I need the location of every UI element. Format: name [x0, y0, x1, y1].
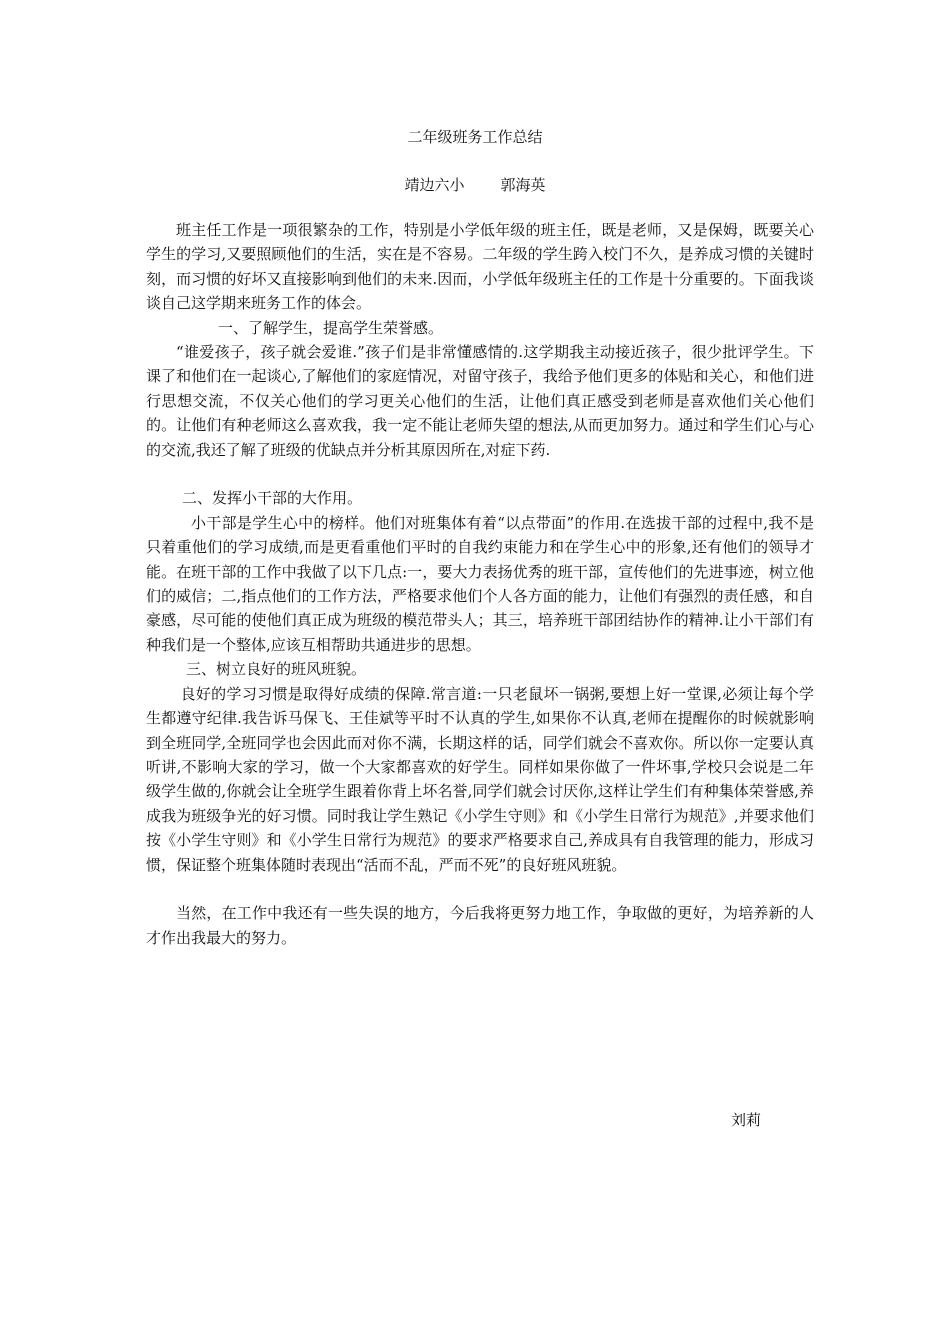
author-name: 郭海英	[500, 176, 546, 194]
section-2-paragraph: 小干部是学生心中的榜样。他们对班集体有着“以点带面”的作用.在选拔干部的过程中,我不是只着重他们的学习成绩,而是更看重他们平时的自我约束能力和在学生心中的形象,还有他们的领导才能。在班干部的工作中我做了以下几点:一，要大力表扬优秀的班干部，宣传他们的先进事迹，树立他们的威信；二,指点他们的工作方法，严格要求他们个人各方面的能力，让他们有强烈的责任感，和自豪感，尽可能的使他们真正成为班级的模范带头人；其三，培养班干部团结协作的精神.让小干部们有种我们是一个整体,应该互相帮助共通进步的思想。	[146, 513, 814, 654]
blank-line	[146, 462, 814, 486]
document-title: 二年级班务工作总结	[407, 128, 543, 146]
section-1-paragraph: “谁爱孩子，孩子就会爱谁.”孩子们是非常懂感情的.这学期我主动接近孩子，很少批评学生。下课了和他们在一起谈心,了解他们的家庭情况，对留守孩子，我给予他们更多的体贴和关心，和他们进行思想交流，不仅关心他们的学习更关心他们的生活，让他们真正感受到老师是喜欢他们关心他们的。让他们有种老师这么喜欢我，我一定不能让老师失望的想法,从而更加努力。通过和学生们心与心的交流,我还了解了班级的优缺点并分析其原因所在,对症下药.	[146, 343, 814, 459]
section-2-heading: 二、发挥小干部的大作用。	[182, 489, 363, 508]
conclusion-paragraph: 当然，在工作中我还有一些失误的地方，今后我将更努力地工作，争取做的更好，为培养新的人才作出我最大的努力。	[146, 904, 814, 947]
section-3-paragraph: 良好的学习习惯是取得好成绩的保障.常言道:一只老鼠坏一锅粥,要想上好一堂课,必须让每个学生都遵守纪律.我告诉马保飞、王佳斌等平时不认真的学生,如果你不认真,老师在提醒你的时候就影响到全班同学,全班同学也会因此而对你不满，长期这样的话，同学们就会不喜欢你。所以你一定要认真听讲,不影响大家的学习，做一个大家都喜欢的好学生。同样如果你做了一件坏事,学校只会说是二年级学生做的,你就会让全班学生跟着你背上坏名誉,同学们就会讨厌你,这样让学生们有种集体荣誉感,养成我为班级争光的好习惯。同时我让学生熟记《小学生守则》和《小学生日常行为规范》,并要求他们按《小学生守则》和《小学生日常行为规范》的要求严格要求自己,养成具有自我管理的能力，形成习惯，保证整个班集体随时表现出“活而不乱，严而不死”的良好班风班貌。	[146, 684, 814, 874]
author-school: 靖边六小	[404, 176, 465, 194]
blank-line	[146, 877, 814, 901]
document-body	[146, 218, 814, 950]
signature: 刘莉	[731, 1111, 762, 1129]
intro-paragraph: 班主任工作是一项很繁杂的工作，特别是小学低年级的班主任，既是老师，又是保姆，既要关心学生的学习,又要照顾他们的生活，实在是不容易。二年级的学生跨入校门不久，是养成习惯的关键时刻，而习惯的好坏又直接影响到他们的未来.因而，小学低年级班主任的工作是十分重要的。下面我谈谈自己这学期来班务工作的体会。	[146, 221, 814, 313]
author-line	[0, 175, 950, 195]
section-3-heading: 三、树立良好的班风班貌。	[186, 660, 367, 679]
section-1-heading: 一、了解学生，提高学生荣誉感。	[218, 318, 444, 337]
